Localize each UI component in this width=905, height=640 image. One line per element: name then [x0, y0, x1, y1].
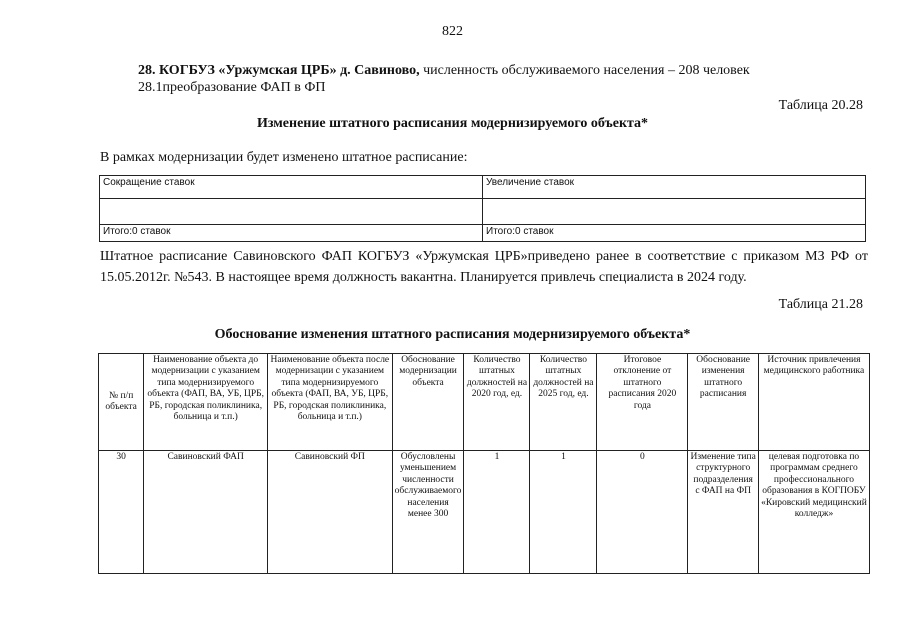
- justification-table: [98, 353, 870, 574]
- increase-cell: [483, 199, 866, 225]
- section-heading-bold: 28. КОГБУЗ «Уржумская ЦРБ» д. Савиново,: [138, 63, 420, 78]
- reduction-cell: [100, 199, 483, 225]
- header-count-2025: Количество штатных должностей на 2025 год, ед.: [530, 354, 597, 451]
- table-row: [99, 451, 870, 574]
- staff-change-table: [99, 175, 866, 242]
- cell-name-after: Савиновский ФП: [268, 451, 393, 574]
- increase-total: Итого:0 ставок: [483, 225, 866, 242]
- header-deviation: Итоговое отклонение от штатного расписания 2020 года: [597, 354, 688, 451]
- header-count-2020: Количество штатных должностей на 2020 год, ед.: [464, 354, 530, 451]
- header-source: Источник привлечения медицинского работника: [758, 354, 869, 451]
- header-change-reason: Обоснование изменения штатного расписания: [688, 354, 759, 451]
- section-subtitle: 28.1преобразование ФАП в ФП: [138, 80, 326, 95]
- page-number: 822: [442, 24, 463, 39]
- header-number: № п/п объекта: [99, 354, 144, 451]
- body-paragraph: Штатное расписание Савиновского ФАП КОГБУЗ «Уржумская ЦРБ»приведено ранее в соответствие с приказом МЗ РФ от 15.05.2012г. №543. В настоящее время должность вакантна. Планируется привлечь специалиста в 2024 году.: [100, 249, 868, 285]
- table2-label: Таблица 21.28: [778, 297, 863, 312]
- section-heading: [138, 63, 750, 79]
- increase-header: Увеличение ставок: [483, 176, 866, 199]
- cell-change-reason: Изменение типа структурного подразделения с ФАП на ФП: [688, 451, 759, 574]
- reduction-header: Сокращение ставок: [100, 176, 483, 199]
- header-name-before: Наименование объекта до модернизации с указанием типа модернизируемого объекта (ФАП, ВА, УБ, ЦРБ, РБ, городская поликлиника, больница и т.п.): [144, 354, 268, 451]
- cell-number: 30: [99, 451, 144, 574]
- header-justification: Обоснование модернизации объекта: [392, 354, 464, 451]
- cell-source: целевая подготовка по программам среднего профессионального образования в КОГПОБУ «Кировский медицинский колледж»: [758, 451, 869, 574]
- section-heading-rest: численность обслуживаемого населения – 208 человек: [419, 63, 750, 78]
- table1-title: Изменение штатного расписания модернизируемого объекта*: [256, 116, 649, 131]
- reduction-total: Итого:0 ставок: [100, 225, 483, 242]
- cell-deviation: 0: [597, 451, 688, 574]
- table1-label: Таблица 20.28: [778, 98, 863, 113]
- table2-title: Обоснование изменения штатного расписания модернизируемого объекта*: [214, 327, 691, 342]
- table1-intro: В рамках модернизации будет изменено штатное расписание:: [100, 150, 468, 165]
- cell-name-before: Савиновский ФАП: [144, 451, 268, 574]
- cell-count-2020: 1: [464, 451, 530, 574]
- table-header-row: [99, 354, 870, 451]
- header-name-after: Наименование объекта после модернизации с указанием типа модернизируемого объекта (ФАП, ВА, УБ, ЦРБ, РБ, городская поликлиника, больница и т.п.): [268, 354, 393, 451]
- cell-count-2025: 1: [530, 451, 597, 574]
- cell-justification: Обусловлены уменьшением численности обслуживаемого населения менее 300: [392, 451, 464, 574]
